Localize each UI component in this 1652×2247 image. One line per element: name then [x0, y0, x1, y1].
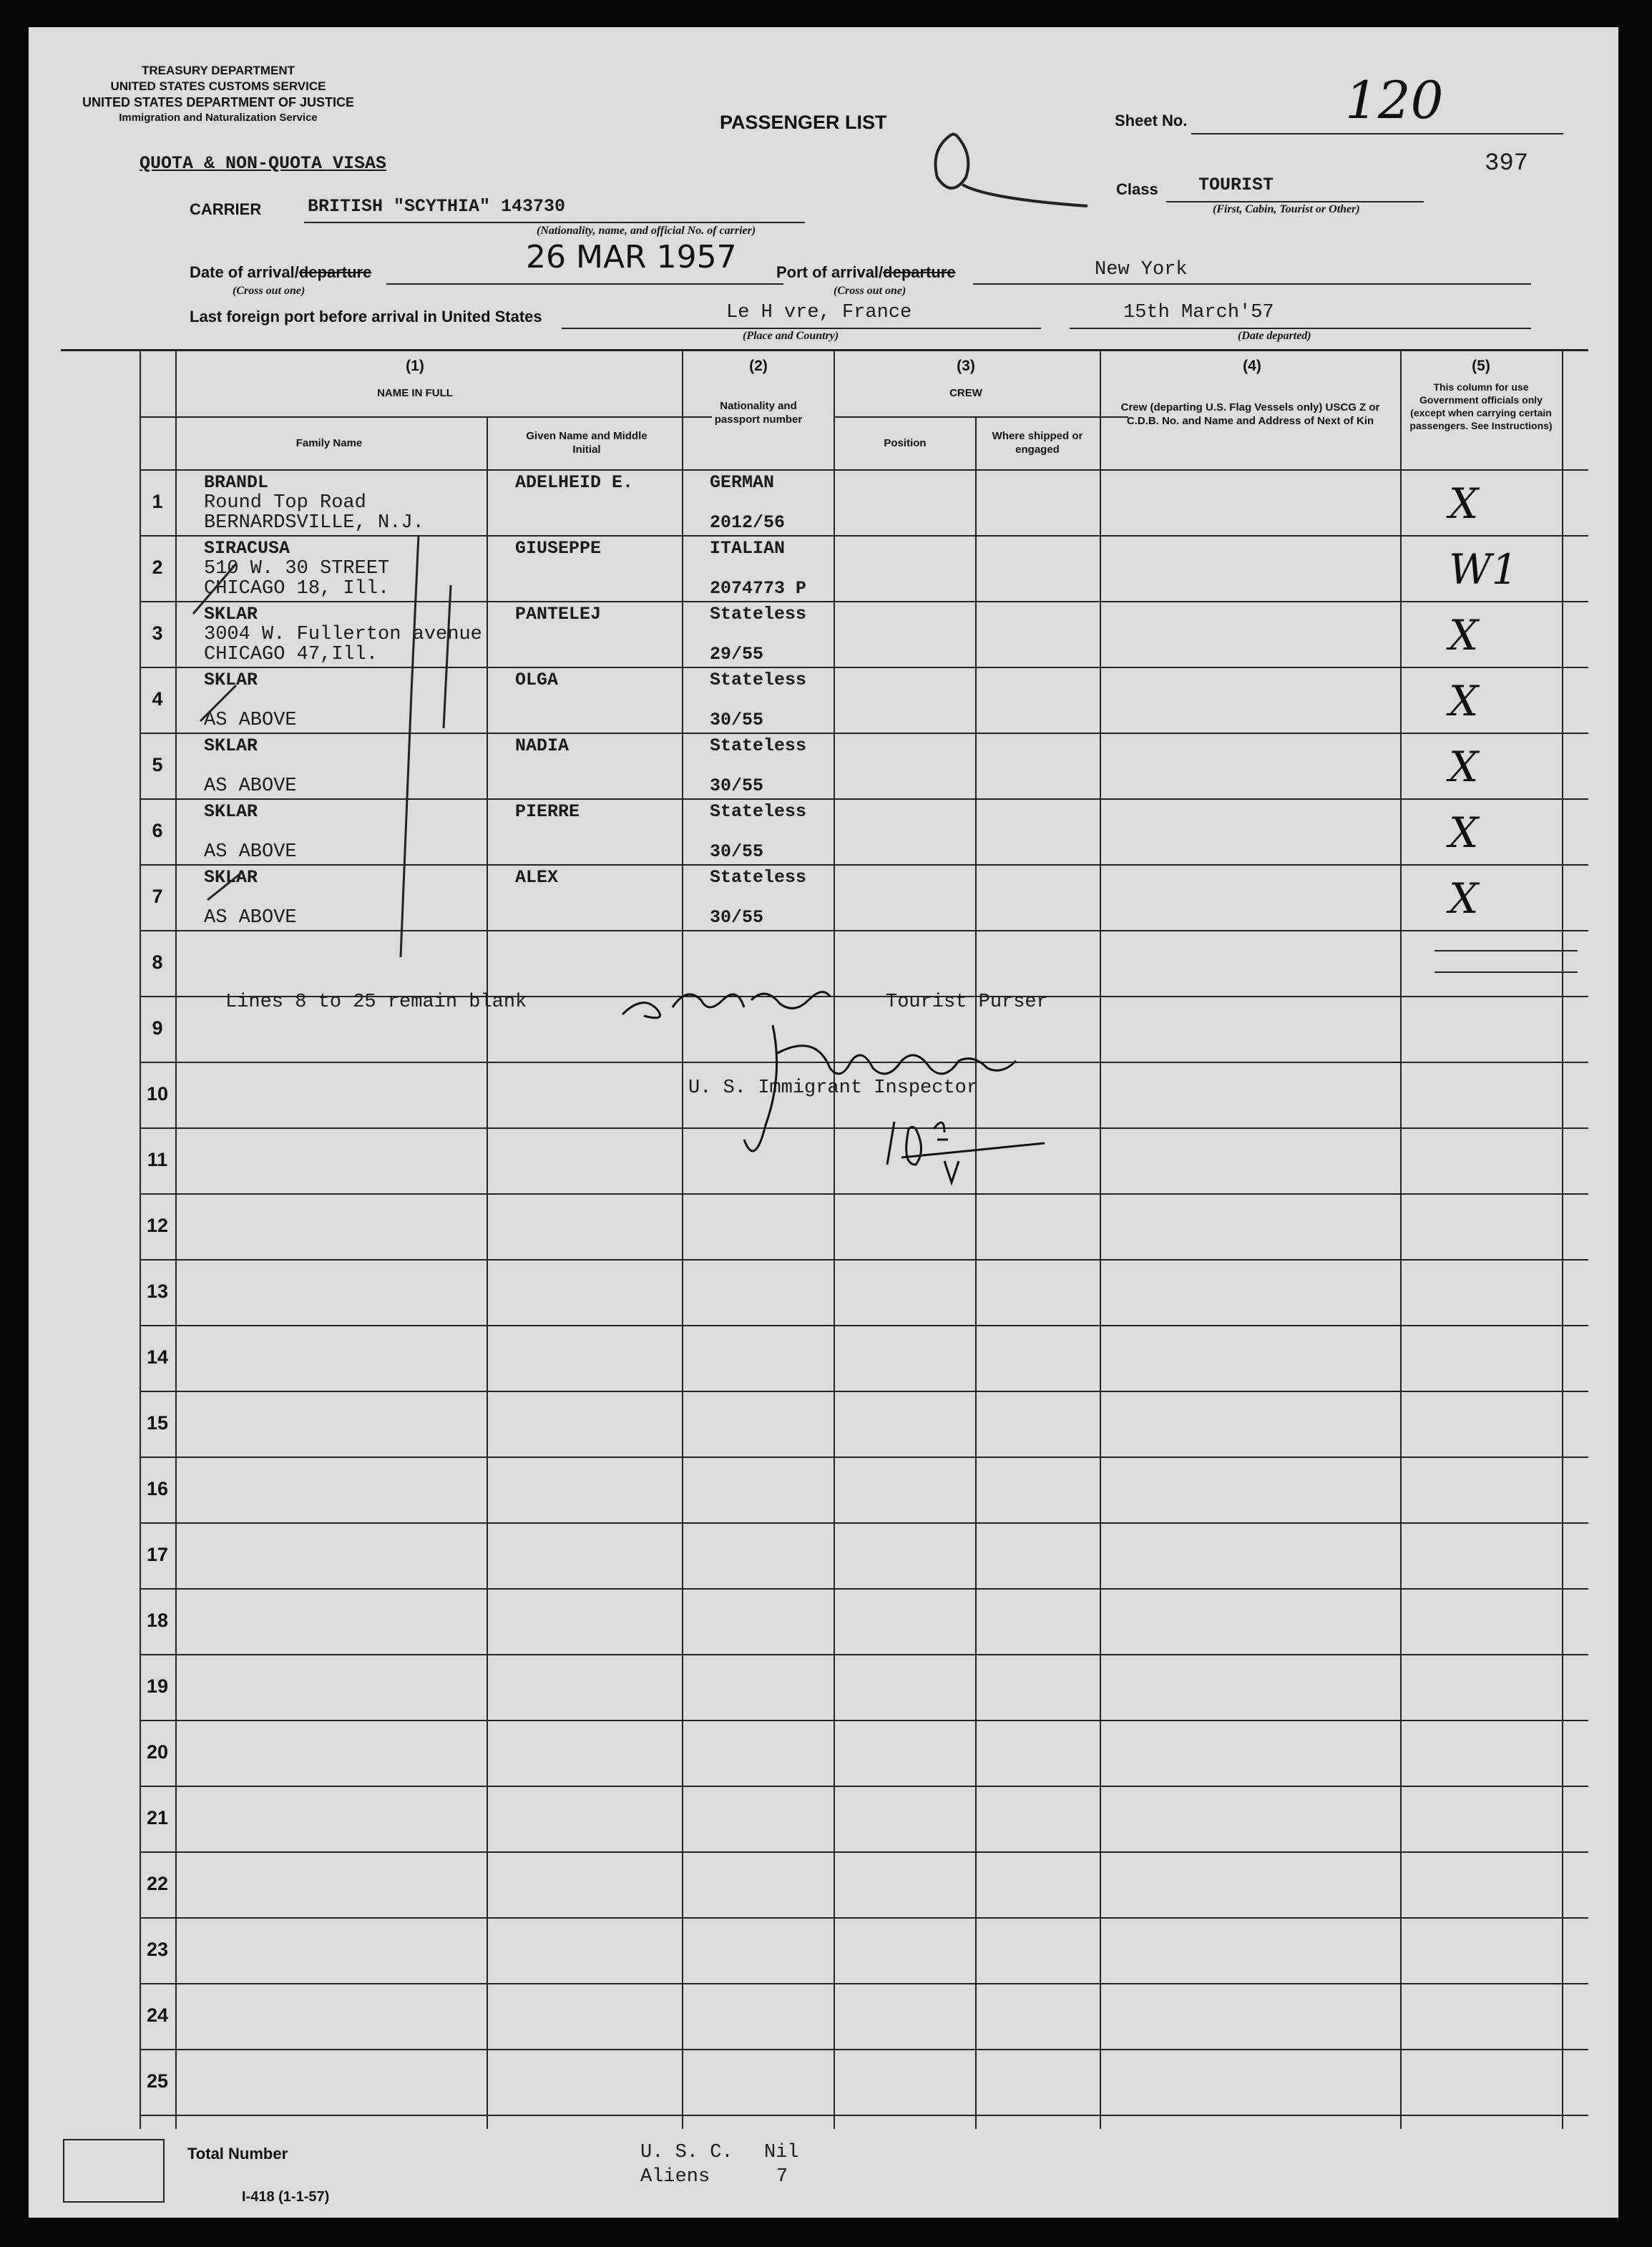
- port-label: Port of arrival/departure: [776, 263, 956, 281]
- official-check-mark: X: [1449, 743, 1479, 791]
- row-number: 12: [146, 1215, 169, 1236]
- given-name-header: Given Name and Middle Initial: [526, 430, 647, 456]
- row-divider: [140, 1983, 1588, 1984]
- row-number: 3: [152, 622, 163, 644]
- carrier-value: BRITISH "SCYTHIA" 143730: [308, 196, 566, 217]
- row-number: 23: [146, 1939, 169, 1960]
- form-number: I-418 (1-1-57): [242, 2189, 330, 2205]
- port-cross-note: (Cross out one): [834, 285, 906, 297]
- col1-number: (1): [406, 358, 424, 374]
- agency-line: TREASURY DEPARTMENT: [141, 64, 295, 77]
- official-check-mark: X: [1449, 611, 1479, 660]
- family-name: SKLAR: [204, 670, 258, 690]
- row-number: 22: [146, 1873, 169, 1894]
- official-check-mark: X: [1449, 479, 1479, 528]
- row-divider: [140, 2049, 1588, 2050]
- address-line: CHICAGO 18, Ill.: [204, 578, 390, 599]
- row-divider: [140, 1654, 1588, 1655]
- col5-number: (5): [1472, 358, 1490, 374]
- given-name: ADELHEID E.: [515, 472, 634, 493]
- row-number: 11: [147, 1149, 168, 1170]
- address-line: 510 W. 30 STREET: [204, 558, 390, 579]
- family-name: BRANDL: [204, 472, 269, 493]
- row-divider: [140, 1522, 1588, 1524]
- row-number: 14: [146, 1346, 169, 1368]
- last-port-value: Le H vre, France: [726, 302, 912, 323]
- family-name: SKLAR: [204, 735, 258, 756]
- agency-line: UNITED STATES CUSTOMS SERVICE: [110, 79, 326, 93]
- nationality: Stateless: [710, 604, 807, 625]
- agency-line: Immigration and Naturalization Service: [119, 112, 318, 124]
- row-number: 1: [152, 491, 163, 512]
- row-number: 9: [152, 1017, 163, 1039]
- row-number: 15: [146, 1412, 169, 1434]
- inspector-note: U. S. Immigrant Inspector: [688, 1077, 979, 1099]
- address-line: CHICAGO 47,Ill.: [204, 644, 378, 665]
- given-name: OLGA: [515, 670, 559, 690]
- purser-note: Tourist Purser: [886, 992, 1048, 1013]
- total-number-label: Total Number: [187, 2145, 288, 2163]
- arrival-date-stamp: 26 MAR 1957: [526, 239, 737, 275]
- agency-line: UNITED STATES DEPARTMENT OF JUSTICE: [82, 95, 354, 109]
- row-divider: [140, 1588, 1588, 1590]
- official-check-mark: X: [1449, 677, 1479, 725]
- row-number: 20: [146, 1741, 169, 1763]
- class-note: (First, Cabin, Tourist or Other): [1213, 203, 1360, 215]
- row-divider: [140, 1786, 1588, 1787]
- passport-number: 30/55: [710, 710, 764, 730]
- given-name: ALEX: [515, 867, 559, 888]
- given-name: NADIA: [515, 735, 570, 756]
- address-line: AS ABOVE: [204, 775, 297, 797]
- row-divider: [140, 1457, 1588, 1458]
- row-number: 19: [146, 1675, 169, 1697]
- date-label: Date of arrival/departure: [190, 263, 372, 281]
- row-number: 21: [146, 1807, 169, 1829]
- stamp-number: 397: [1485, 150, 1529, 177]
- row-number: 25: [146, 2070, 169, 2092]
- bracket-marks: [136, 528, 458, 979]
- aliens-value: 7: [776, 2166, 788, 2188]
- row-number: 7: [152, 886, 163, 907]
- passport-number: 30/55: [710, 841, 764, 862]
- family-name: SKLAR: [204, 867, 258, 888]
- nationality: Stateless: [710, 801, 807, 822]
- row-divider: [140, 1325, 1588, 1326]
- aliens-label: Aliens: [640, 2166, 710, 2188]
- col4-number: (4): [1243, 358, 1261, 374]
- row-number: 8: [152, 951, 163, 973]
- address-line: AS ABOVE: [204, 710, 297, 731]
- cross-out-note: (Cross out one): [233, 285, 306, 297]
- position-header: Position: [884, 437, 927, 449]
- row-number: 18: [146, 1610, 169, 1631]
- usc-label: U. S. C.: [640, 2142, 733, 2163]
- class-label: Class: [1116, 180, 1158, 198]
- sheet-number: 120: [1345, 70, 1444, 130]
- carrier-note: (Nationality, name, and official No. of carrier): [537, 225, 756, 237]
- row-number: 6: [152, 820, 163, 841]
- row-number: 13: [146, 1281, 169, 1302]
- col5-title: This column for use Government officials only (except when carrying certain passengers. See Instructions): [1409, 381, 1553, 431]
- col4-title: Crew (departing U.S. Flag Vessels only) USCG Z or C.D.B. No. and Name and Address of Next of Kin: [1120, 401, 1380, 427]
- nationality: Stateless: [710, 670, 807, 690]
- usc-value: Nil: [764, 2142, 799, 2163]
- sheet-label: Sheet No.: [1115, 112, 1188, 129]
- passport-number: 2012/56: [710, 512, 786, 533]
- col2-title: Nationality and passport number: [714, 400, 803, 426]
- date-departed-note: (Date departed): [1238, 330, 1311, 342]
- port-value: New York: [1095, 259, 1188, 280]
- where-shipped-header: Where shipped or engaged: [992, 430, 1083, 456]
- nationality: Stateless: [710, 735, 807, 756]
- family-name: SIRACUSA: [204, 538, 290, 559]
- row-number: 17: [146, 1544, 169, 1565]
- row-number: 2: [152, 557, 163, 578]
- col2-number: (2): [749, 358, 768, 374]
- row-divider: [140, 1259, 1588, 1260]
- row-number: 4: [152, 688, 163, 710]
- address-line: BERNARDSVILLE, N.J.: [204, 512, 424, 534]
- row-number: 24: [146, 2004, 169, 2026]
- nationality: Stateless: [710, 867, 807, 888]
- family-name-header: Family Name: [295, 437, 363, 449]
- nationality: GERMAN: [710, 472, 775, 493]
- class-value: TOURIST: [1198, 175, 1274, 195]
- row-divider: [140, 2115, 1588, 2116]
- row-number: 5: [152, 754, 163, 775]
- row-divider: [140, 1851, 1588, 1853]
- passport-number: 30/55: [710, 907, 764, 928]
- given-name: PANTELEJ: [515, 604, 602, 625]
- official-check-mark: W1: [1449, 545, 1518, 594]
- passenger-list-form: [29, 27, 1618, 2218]
- row-divider: [140, 1917, 1588, 1919]
- blank-lines-note: Lines 8 to 25 remain blank: [225, 992, 527, 1013]
- nationality: ITALIAN: [710, 538, 786, 559]
- form-title: PASSENGER LIST: [720, 112, 887, 133]
- address-line: AS ABOVE: [204, 907, 297, 929]
- family-name: SKLAR: [204, 801, 258, 822]
- address-line: AS ABOVE: [204, 841, 297, 863]
- row-number: 10: [146, 1083, 169, 1105]
- col1-title: NAME IN FULL: [377, 387, 453, 399]
- address-line: 3004 W. Fullerton avenue: [204, 624, 482, 645]
- passport-number: 30/55: [710, 775, 764, 796]
- given-name: PIERRE: [515, 801, 580, 822]
- family-name: SKLAR: [204, 604, 258, 625]
- address-line: Round Top Road: [204, 492, 366, 514]
- date-departed-value: 15th March'57: [1123, 302, 1274, 323]
- last-port-label: Last foreign port before arrival in United States: [190, 308, 542, 325]
- row-divider: [140, 1720, 1588, 1721]
- quota-line: QUOTA & NON-QUOTA VISAS: [140, 153, 387, 174]
- passport-number: 2074773 P: [710, 578, 807, 599]
- q-hand-mark: [923, 120, 1095, 227]
- row-divider: [140, 1391, 1588, 1392]
- carrier-label: CARRIER: [190, 200, 262, 218]
- official-check-mark: X: [1449, 808, 1479, 857]
- col3-number: (3): [957, 358, 975, 374]
- passport-number: 29/55: [710, 644, 764, 665]
- col3-title: CREW: [949, 387, 982, 399]
- row-divider: [140, 1193, 1588, 1195]
- time-mark: [873, 1107, 1052, 1186]
- last-port-note: (Place and Country): [743, 330, 839, 342]
- total-number-box: [63, 2139, 165, 2203]
- given-name: GIUSEPPE: [515, 538, 602, 559]
- official-check-mark: X: [1449, 874, 1479, 923]
- agency-header: [68, 63, 368, 126]
- row-number: 16: [146, 1478, 169, 1499]
